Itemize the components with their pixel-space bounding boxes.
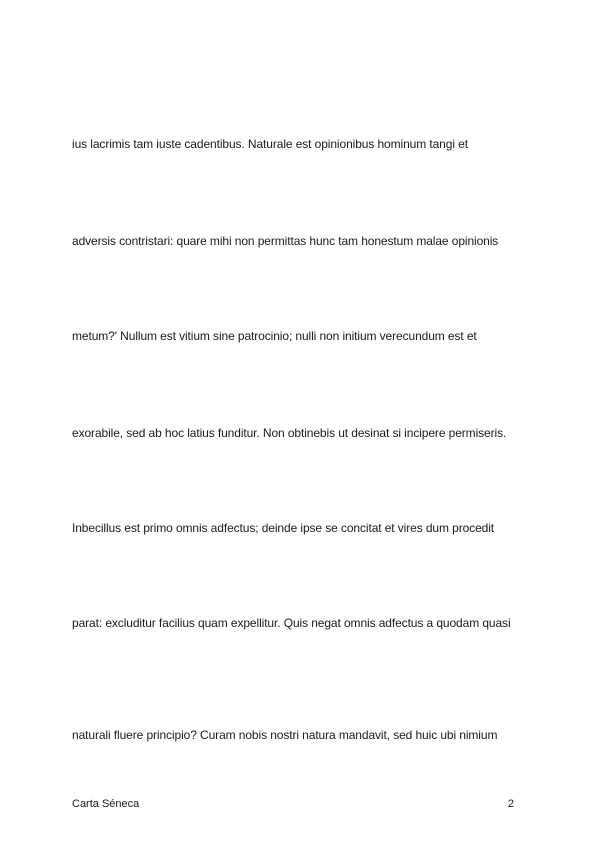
body-text-line: exorabile, sed ab hoc latius funditur. Non obtinebis ut desinat si incipere permiseris. xyxy=(72,426,507,440)
body-text-line: adversis contristari: quare mihi non permittas hunc tam honestum malae opinionis xyxy=(72,234,499,248)
page-number: 2 xyxy=(507,798,514,810)
body-text-line: Inbecillus est primo omnis adfectus; deinde ipse se concitat et vires dum procedit xyxy=(72,521,495,535)
body-text-line: ius lacrimis tam iuste cadentibus. Naturale est opinionibus hominum tangi et xyxy=(72,137,468,151)
body-text-line: naturali fluere principio? Curam nobis nostri natura mandavit, sed huic ubi nimium xyxy=(72,728,498,742)
body-text-line: metum?' Nullum est vitium sine patrocinio; nulli non initium verecundum est et xyxy=(72,329,477,343)
body-text-line: parat: excluditur facilius quam expellitur. Quis negat omnis adfectus a quodam quasi xyxy=(72,616,511,630)
footer-title: Carta Séneca xyxy=(72,798,140,810)
